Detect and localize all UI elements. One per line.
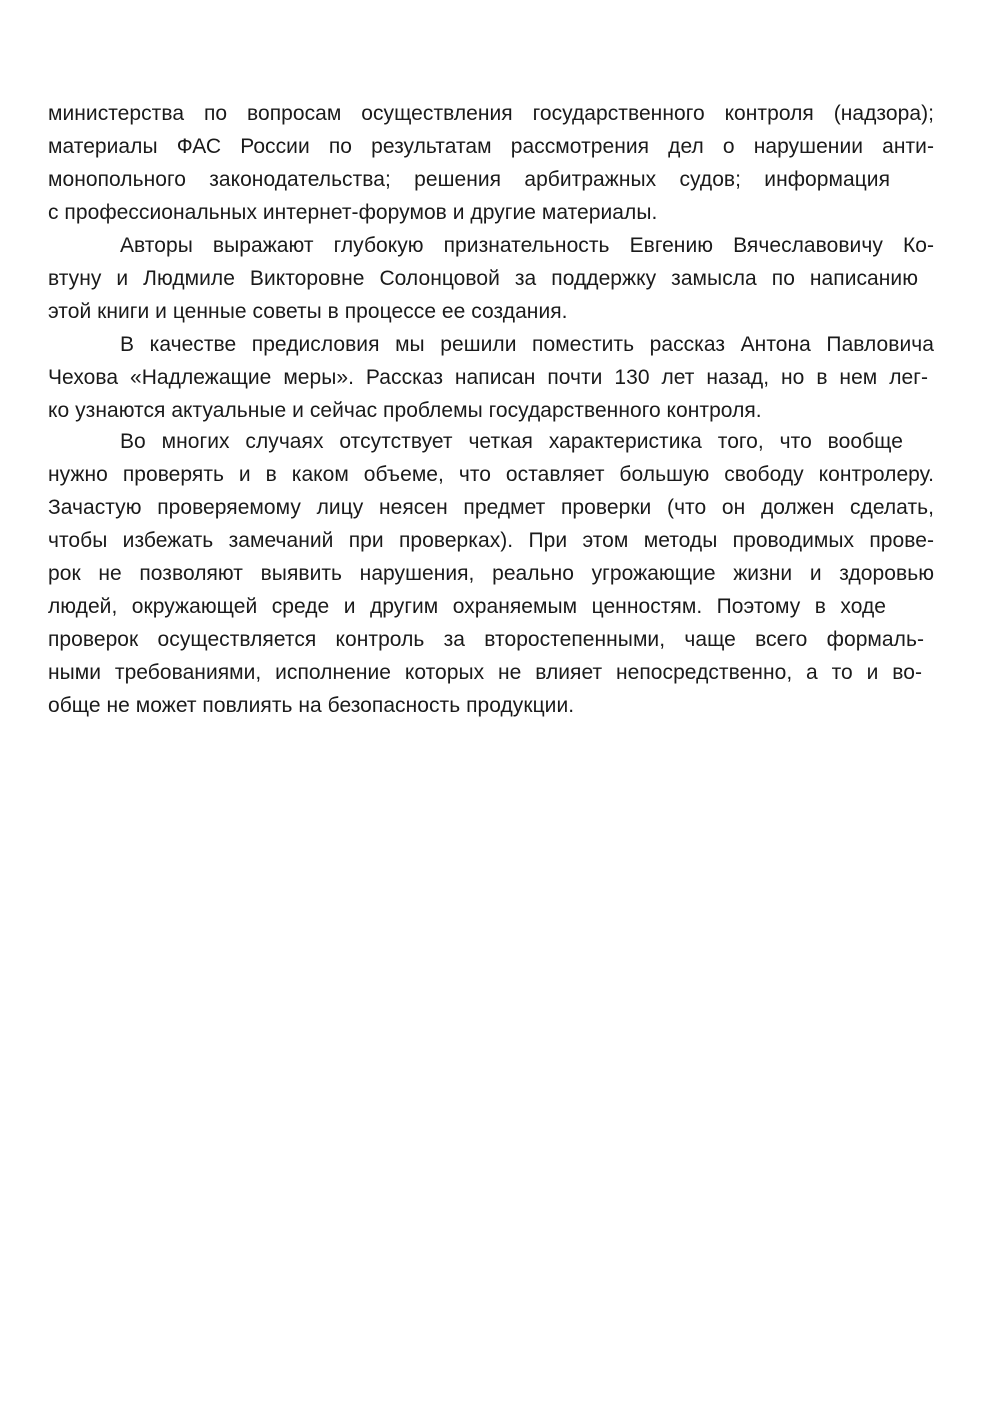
- text-line: людей, окружающей среде и другим охраняемым ценностям. Поэтому в ходе: [48, 595, 886, 618]
- text-line: чтобы избежать замечаний при проверках). При этом методы проводимых прове-: [48, 529, 934, 552]
- text-line: ными требованиями, исполнение которых не влияет непосредственно, а то и во-: [48, 661, 922, 684]
- text-line: В качестве предисловия мы решили поместить рассказ Антона Павловича: [120, 333, 934, 356]
- text-line: министерства по вопросам осуществления государственного контроля (надзора);: [48, 102, 934, 125]
- text-line: проверок осуществляется контроль за второстепенными, чаще всего формаль-: [48, 628, 924, 651]
- text-line: рок не позволяют выявить нарушения, реально угрожающие жизни и здоровью: [48, 562, 934, 585]
- text-line: Зачастую проверяемому лицу неясен предмет проверки (что он должен сделать,: [48, 496, 934, 519]
- text-line: с профессиональных интернет-форумов и другие материалы.: [48, 201, 658, 224]
- text-line: Чехова «Надлежащие меры». Рассказ написан почти 130 лет назад, но в нем лег-: [48, 366, 928, 389]
- text-line: материалы ФАС России по результатам рассмотрения дел о нарушении анти-: [48, 135, 934, 158]
- text-line: нужно проверять и в каком объеме, что оставляет большую свободу контролеру.: [48, 463, 934, 486]
- text-line: ко узнаются актуальные и сейчас проблемы государственного контроля.: [48, 399, 762, 422]
- text-line: Авторы выражают глубокую признательность Евгению Вячеславовичу Ко-: [120, 234, 934, 257]
- text-line: втуну и Людмиле Викторовне Солонцовой за поддержку замысла по написанию: [48, 267, 918, 290]
- text-line: обще не может повлиять на безопасность продукции.: [48, 694, 575, 717]
- text-line: Во многих случаях отсутствует четкая характеристика того, что вообще: [120, 430, 903, 453]
- text-line: этой книги и ценные советы в процессе ее создания.: [48, 300, 568, 323]
- text-line: монопольного законодательства; решения арбитражных судов; информация: [48, 168, 890, 191]
